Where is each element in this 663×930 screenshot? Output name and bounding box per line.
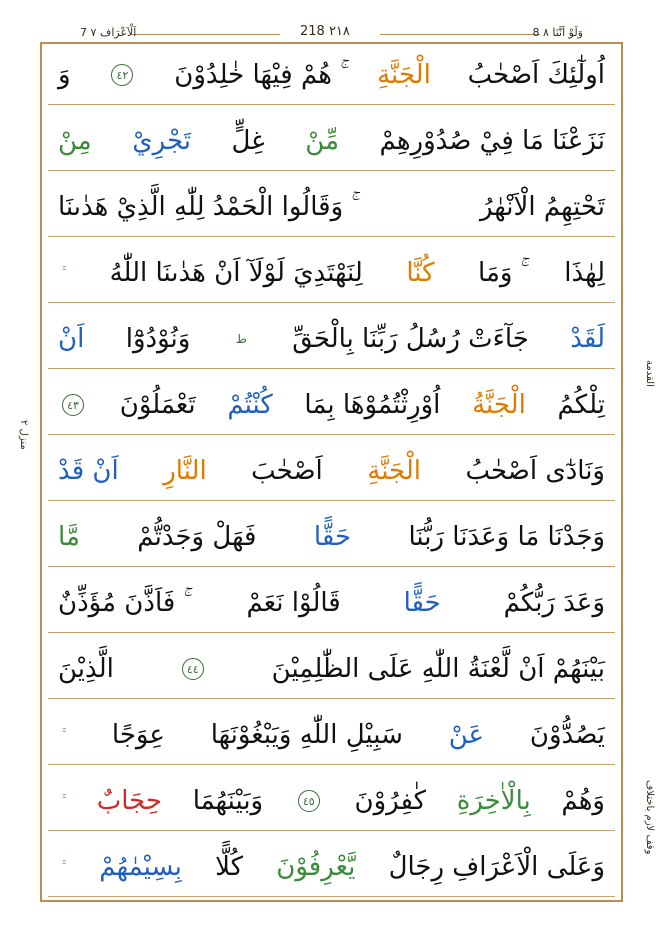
verse-segment: بِالْاٰخِرَةِ xyxy=(456,786,531,816)
verse-segment: عَنْ xyxy=(448,720,485,750)
verse-segment: حَقًّا xyxy=(313,522,352,552)
verse-segment: وَجَدْنَا مَا وَعَدَنَا رَبُّنَا xyxy=(408,522,605,552)
verse-segment: غِلٍّ xyxy=(231,126,265,156)
verse-segment: الْجَنَّةِ xyxy=(367,456,421,486)
verse-segment: حَقًّا xyxy=(403,588,441,618)
verse-segment: وَهُمْ xyxy=(561,786,605,816)
verse-segment: نَزَعْنَا مَا فِيْ صُدُوْرِهِمْ xyxy=(379,126,605,156)
verse-segment: بِسِيْمٰهُمْ xyxy=(99,852,182,882)
page-frame xyxy=(40,42,623,902)
verse-segment: وَ xyxy=(58,60,71,90)
verse-lines xyxy=(42,44,621,900)
verse-line xyxy=(48,112,615,171)
header-rule-right xyxy=(380,34,540,35)
verse-segment: تِلْكُمُ xyxy=(557,390,605,420)
verse-segment: وَعَلَى الْاَعْرَافِ رِجَالٌ xyxy=(388,852,605,882)
verse-segment: حِجَابٌ xyxy=(96,786,162,816)
verse-segment: الْجَنَّةُ xyxy=(472,390,526,420)
page-header xyxy=(40,20,623,42)
ayah-number-icon: ٤٣ xyxy=(62,394,84,416)
waqf-marker: وقف لازم باختلاف xyxy=(644,780,655,855)
verse-line xyxy=(48,310,615,369)
verse-segment: فَهَلْ وَجَدْتُّمْ xyxy=(137,522,257,552)
ayah-number-icon: ٤٥ xyxy=(298,790,320,812)
verse-segment: كٰفِرُوْنَ xyxy=(354,786,427,816)
verse-segment: كُنْتُمْ xyxy=(227,390,273,420)
verse-segment: النَّارِ xyxy=(163,456,207,486)
verse-segment: لَقَدْ xyxy=(570,324,605,354)
verse-segment: اَصْحٰبَ xyxy=(251,456,323,486)
verse-segment: لِنَهْتَدِيَ لَوْلَآ اَنْ هَدٰىنَا اللّٰهُ xyxy=(109,258,363,288)
verse-line xyxy=(48,178,615,237)
verse-segment: الَّذِيْنَ xyxy=(58,654,114,684)
verse-line xyxy=(48,46,615,105)
verse-segment: ۚ وَمَا xyxy=(478,258,521,288)
verse-segment: ۚ فَاَذَّنَ مُؤَذِّنٌ xyxy=(58,588,184,618)
verse-line xyxy=(48,640,615,699)
verse-segment: اُوْرِثْتُمُوْهَا بِمَا xyxy=(304,390,441,420)
verse-segment: اَنْ xyxy=(58,324,85,354)
verse-segment: قَالُوْا نَعَمْ xyxy=(246,588,341,618)
verse-segment: ۚ وَقَالُوا الْحَمْدُ لِلّٰهِ الَّذِيْ هَدٰىنَا xyxy=(58,192,352,222)
verse-segment: تَعْمَلُوْنَ xyxy=(119,390,196,420)
verse-segment: تَحْتِهِمُ الْاَنْهٰرُ xyxy=(479,192,605,222)
verse-line xyxy=(48,442,615,501)
verse-segment: تَجْرِيْ xyxy=(132,126,191,156)
para-name: 8 وَلَوْ اَنَّنَا ٨ xyxy=(532,26,583,39)
verse-line xyxy=(48,376,615,435)
verse-segment: وَعَدَ رَبُّكُمْ xyxy=(503,588,605,618)
verse-segment: اَنْ قَدْ xyxy=(58,456,119,486)
page-number: 218 ٢١٨ xyxy=(300,24,350,39)
ayah-number-icon: ٤٤ xyxy=(182,658,204,680)
verse-segment: مِّنْ xyxy=(305,126,340,156)
verse-segment: اُولٰٓئِكَ اَصْحٰبُ xyxy=(467,60,605,90)
verse-line xyxy=(48,574,615,633)
verse-line xyxy=(48,244,615,303)
verse-line xyxy=(48,838,615,897)
verse-segment: كُنَّا xyxy=(406,258,435,288)
verse-segment: بَيْنَهُمْ اَنْ لَّعْنَةُ اللّٰهِ عَلَى الظّٰلِمِيْنَ xyxy=(271,654,605,684)
ayah-number-icon: ٤٢ xyxy=(111,64,133,86)
verse-segment: سَبِيْلِ اللّٰهِ وَيَبْغُوْنَهَا xyxy=(210,720,403,750)
verse-segment: عِوَجًا xyxy=(111,720,165,750)
manzil-marker: منزل ٢ xyxy=(18,420,29,450)
ruku-marker: القدمة xyxy=(644,360,655,387)
verse-line xyxy=(48,706,615,765)
verse-segment: لِهٰذَا xyxy=(564,258,605,288)
verse-line xyxy=(48,508,615,567)
verse-segment: جَآءَتْ رُسُلُ رَبِّنَا بِالْحَقِّ xyxy=(292,324,529,354)
verse-segment: وَنَادٰٓى اَصْحٰبُ xyxy=(465,456,605,486)
verse-segment: ۚ هُمْ فِيْهَا خٰلِدُوْنَ xyxy=(174,60,341,90)
verse-line xyxy=(48,772,615,831)
verse-segment: الْجَنَّةِ xyxy=(377,60,431,90)
verse-segment: مَّا xyxy=(58,522,80,552)
verse-segment: وَبَيْنَهُمَا xyxy=(192,786,264,816)
verse-segment: مِنْ xyxy=(58,126,92,156)
surah-name: 7 اَلْاَعْرَاف ٧ xyxy=(80,26,137,39)
verse-segment: وَنُوْدُوْٓا xyxy=(125,324,191,354)
verse-segment: يَّعْرِفُوْنَ xyxy=(276,852,356,882)
header-rule-left xyxy=(130,34,280,35)
verse-segment: ط xyxy=(235,332,247,346)
verse-segment: كُلًّا xyxy=(215,852,244,882)
verse-segment: يَصُدُّوْنَ xyxy=(529,720,605,750)
